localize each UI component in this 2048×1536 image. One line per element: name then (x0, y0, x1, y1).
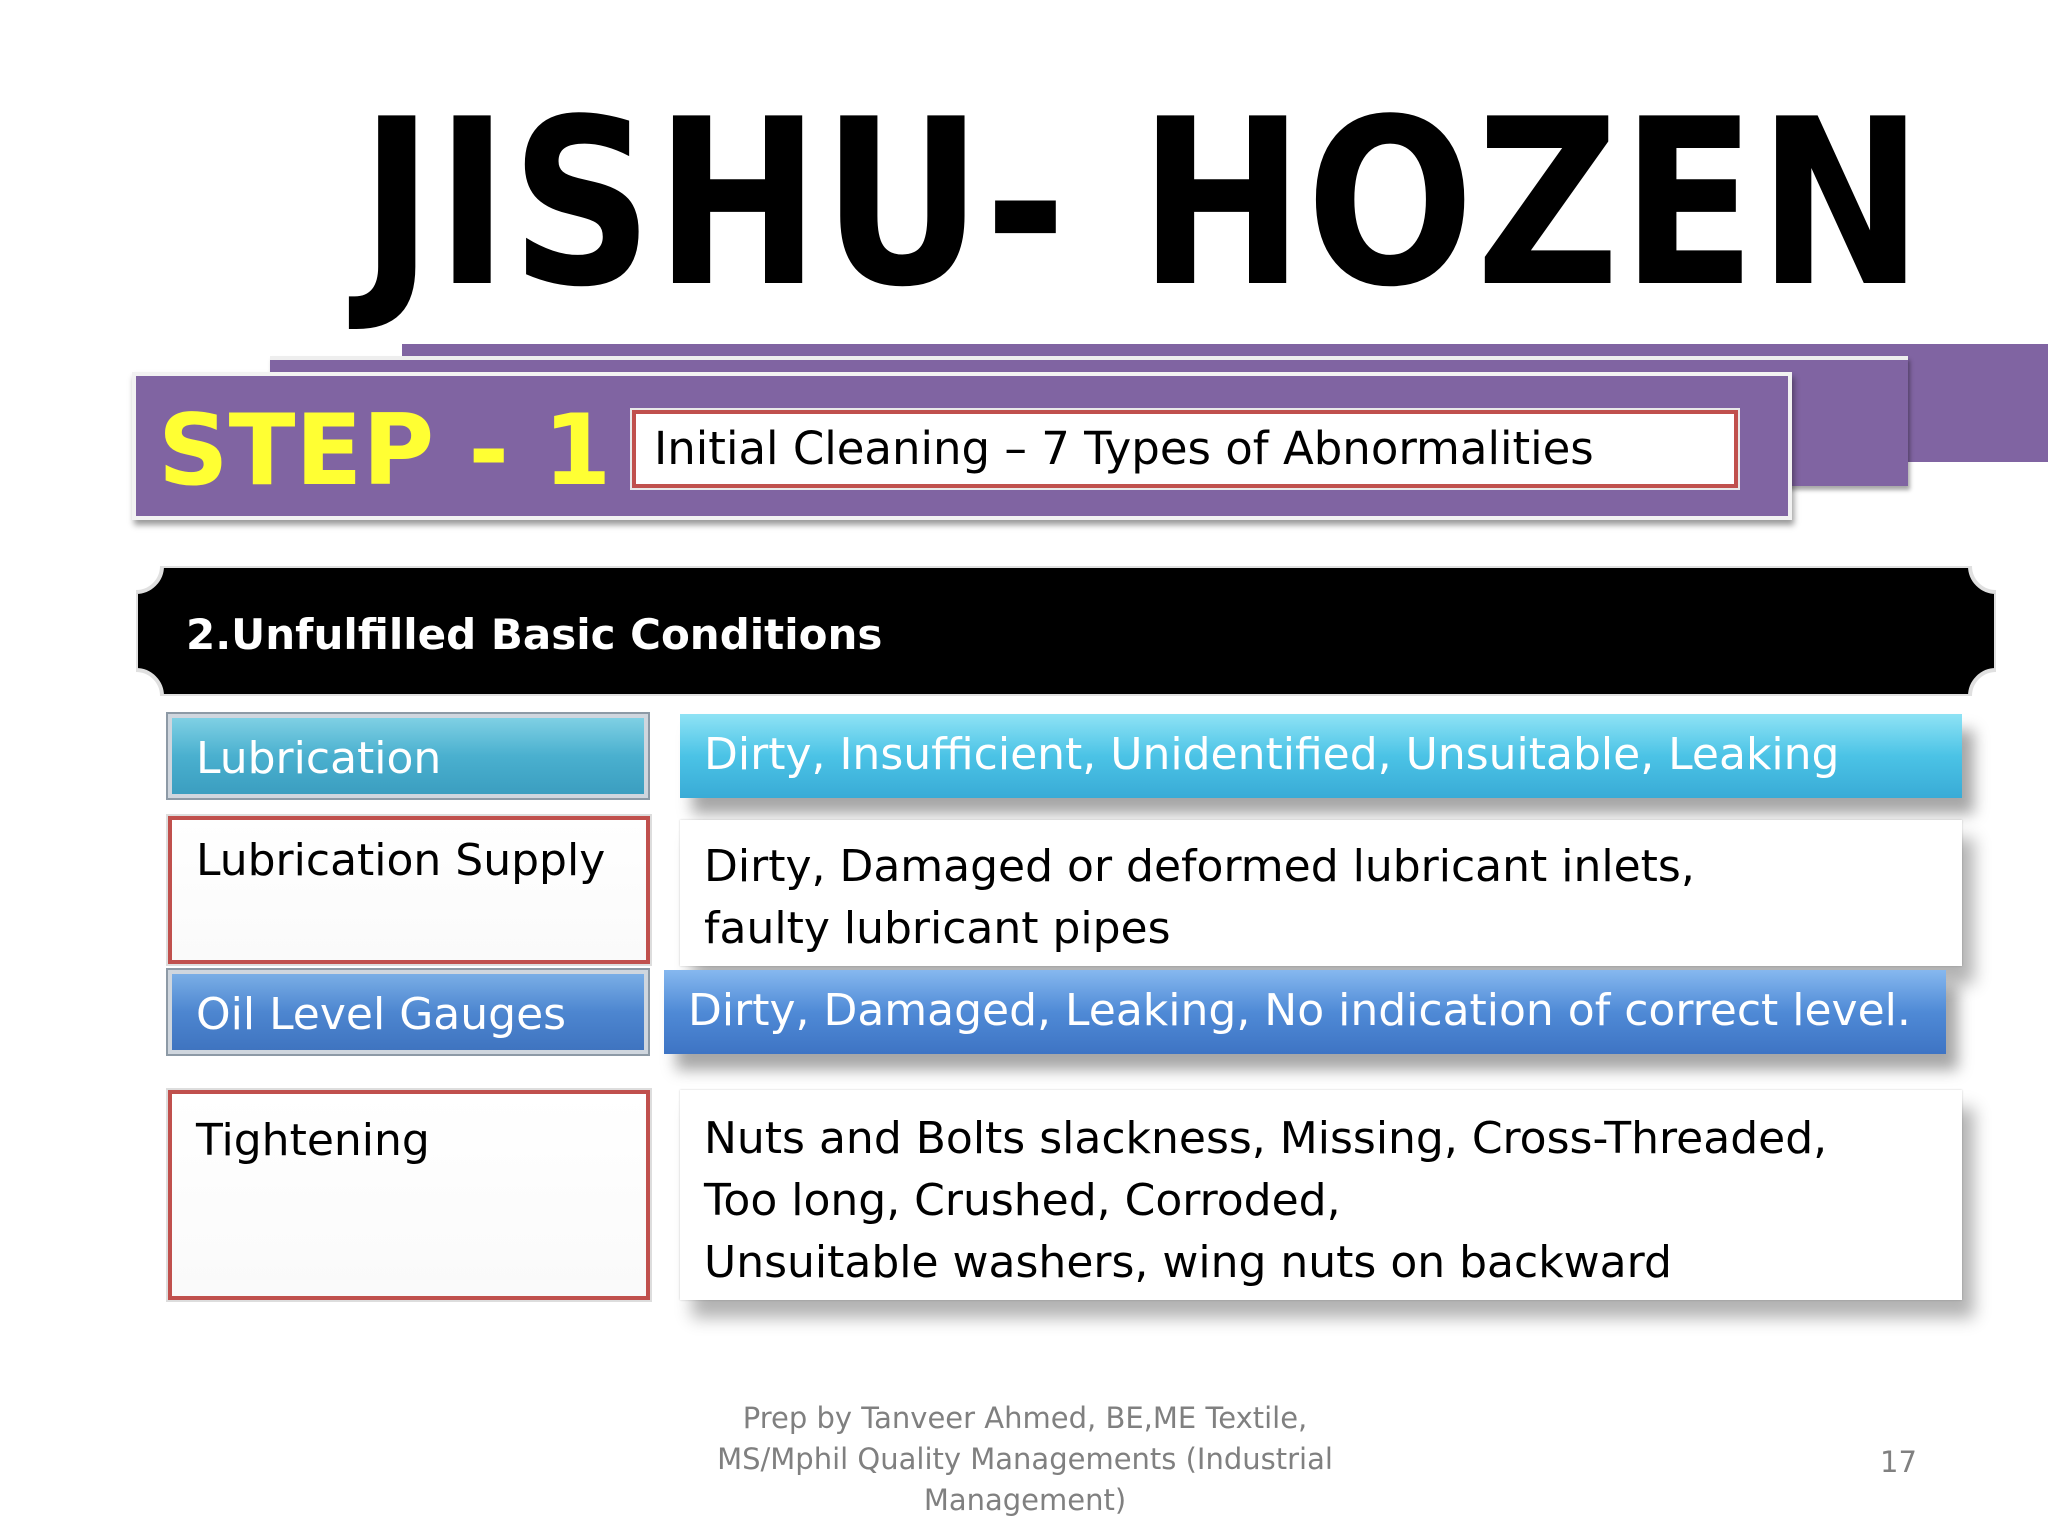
row-value-tightening (680, 1090, 1962, 1300)
row-value-text: Dirty, Insufficient, Unidentified, Unsuitable, Leaking (704, 729, 1840, 780)
footer-line: Management) (923, 1483, 1127, 1517)
row-label-text: Tightening (196, 1115, 430, 1166)
value-line: Unsuitable washers, wing nuts on backward (704, 1237, 1672, 1288)
row-value-lubrication-supply (680, 820, 1962, 966)
row-label-lubrication (168, 714, 648, 798)
row-value-oil-level-gauges (664, 970, 1946, 1054)
row-label-lubrication-supply (168, 816, 650, 964)
subtitle-text: Initial Cleaning – 7 Types of Abnormalities (654, 422, 1594, 475)
row-label-text: Lubrication (196, 733, 442, 784)
value-line: Nuts and Bolts slackness, Missing, Cross-Threaded, (704, 1113, 1828, 1164)
value-line: Too long, Crushed, Corroded, (704, 1175, 1341, 1226)
row-label-oil-level-gauges (168, 970, 648, 1054)
page-number: 17 (1880, 1445, 1917, 1479)
row-value-text: Dirty, Damaged or deformed lubricant inlets, faulty lubricant pipes (704, 841, 1695, 954)
row-label-text: Lubrication Supply (196, 835, 606, 886)
slide-title: JISHU- HOZEN (360, 71, 1926, 338)
step-label: STEP - 1 (158, 394, 612, 508)
subtitle-box (632, 410, 1738, 488)
footer-credit (700, 1398, 1350, 1521)
row-label-text: Oil Level Gauges (196, 989, 567, 1040)
row-value-lubrication (680, 714, 1962, 798)
footer-line: Prep by Tanveer Ahmed, BE,ME Textile, (742, 1401, 1308, 1435)
footer-line: MS/Mphil Quality Managements (Industrial (717, 1442, 1333, 1476)
section-heading: 2.Unfulfilled Basic Conditions (186, 610, 883, 659)
row-value-text (704, 1108, 1942, 1294)
row-value-text: Dirty, Damaged, Leaking, No indication of correct level. (688, 985, 1911, 1036)
row-label-tightening (168, 1090, 650, 1300)
